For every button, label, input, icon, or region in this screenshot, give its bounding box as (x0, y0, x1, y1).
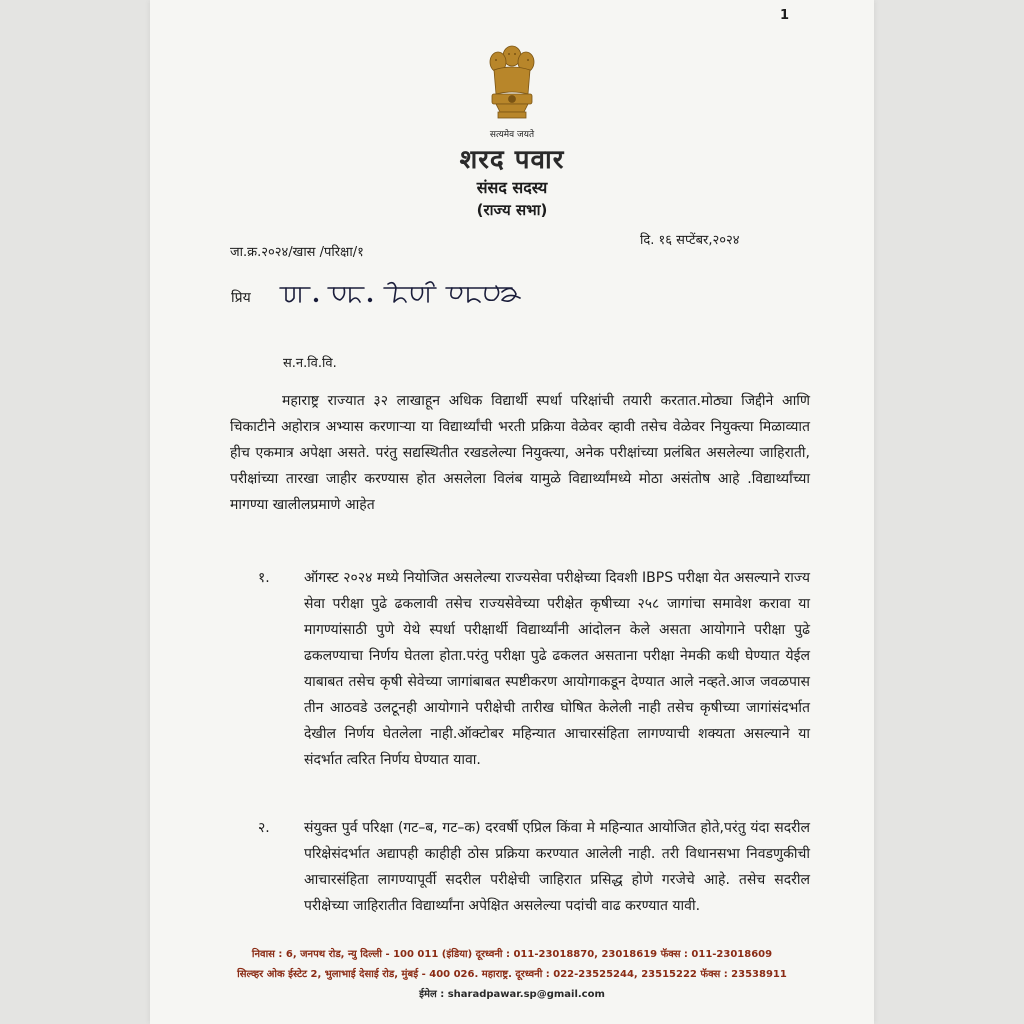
page-number: 1 (780, 8, 790, 23)
footer-email: ईमेल : sharadpawar.sp@gmail.com (419, 989, 605, 1000)
sender-name: शरद पवार (459, 145, 565, 175)
letter-date: दि. १६ सप्टेंबर,२०२४ (640, 233, 740, 248)
handwritten-addressee-signature (276, 280, 526, 310)
demand-item-text: ऑगस्ट २०२४ मध्ये नियोजित असलेल्या राज्यसेवा परीक्षेच्या दिवशी IBPS परीक्षा येत असल्याने राज्य सेवा परीक्षा पुढे ढकलावी तसेच राज्यसेवेच्या परीक्षेत कृषीच्या २५८ जागांचा समावेश करावा या मागण्यांसाठी पुणे येथे स्पर्धा परीक्षार्थी विद्यार्थ्यांनी आंदोलन केले असता आयोगाने परीक्षा पुढे ढकलण्याचा निर्णय घेतला होता.परंतु परीक्षा पुढे ढकलत असताना परीक्षा नेमकी कधी घेण्यात येईल याबाबत तसेच कृषी सेवेच्या जागांबाबत स्पष्टीकरण आयोगाकडून देण्यात आले नव्हते.आज जवळपास तीन आठवडे उलटूनही आयोगाने परीक्षेची तारीख घोषित केलेली नाही तसेच कृषीच्या जागांसंदर्भात देखील निर्णय घेतलेला नाही.ऑक्टोबर महिन्यात आचारसंहिता लागण्याची शक्यता असल्याने या संदर्भात त्वरित निर्णय घेण्यात यावा. (304, 570, 810, 768)
emblem-motto: सत्यमेव जयते (489, 130, 535, 140)
footer-mumbai-address: सिल्व्हर ओक ईस्टेट 2, भुलाभाई देसाई रोड, मुंबई - 400 026. महाराष्ट्र. दूरध्वनी : 022-23525244, 23515222 फॅक्स : 23538911 (237, 969, 787, 980)
footer-delhi-address: निवास : 6, जनपथ रोड, न्यु दिल्ली - 100 011 (इंडिया) दूरध्वनी : 011-23018870, 23018619 फॅक्स : 011-23018609 (251, 949, 773, 960)
letterhead-footer (168, 945, 856, 1005)
demand-item-number: २. (258, 820, 270, 836)
national-emblem-icon (484, 42, 540, 128)
intro-paragraph: महाराष्ट्र राज्यात ३२ लाखाहून अधिक विद्यार्थी स्पर्धा परिक्षांची तयारी करतात.मोठ्या जिद्दीने आणि चिकाटीने अहोरात्र अभ्यास करणाऱ्या या विद्यार्थ्यांची भरती प्रक्रिया वेळेवर व्हावी तसेच वेळेवर नियुक्त्या मिळाव्यात हीच एकमात्र अपेक्षा असते. परंतु सद्यस्थितीत रखडलेल्या नियुक्त्या, अनेक परीक्षांच्या प्रलंबित असलेल्या जाहिराती, परीक्षांच्या तारखा जाहीर करण्यास होत असलेला विलंब यामुळे विद्यार्थ्यांमध्ये मोठा असंतोष आहे .विद्यार्थ्यांच्या मागण्या खालीलप्रमाणे आहेत (230, 393, 810, 513)
salutation: प्रिय (231, 290, 251, 306)
demand-item-number: १. (258, 570, 270, 586)
reference-number: जा.क्र.२०२४/खास /परिक्षा/१ (230, 245, 364, 260)
demand-item-text: संयुक्त पुर्व परिक्षा (गट–ब, गट–क) दरवर्षी एप्रिल किंवा मे महिन्यात आयोजित होते,परंतु यंदा सदरील परिक्षेसंदर्भात अद्यापही काहीही ठोस प्रक्रिया करण्यात आलेली नाही. तरी विधानसभा निवडणुकीची आचारसंहिता लागण्यापूर्वी सदरील परीक्षेची जाहिरात प्रसिद्ध होणे गरजेचे आहे. तसेच सदरील परीक्षेच्या जाहिरातीत विद्यार्थ्यांना अपेक्षित असलेल्या पदांची वाढ करण्यात यावी. (304, 820, 810, 914)
sender-designation: संसद सदस्य (476, 178, 548, 197)
sender-house: (राज्य सभा) (476, 201, 548, 219)
greeting: स.न.वि.वि. (283, 356, 337, 371)
